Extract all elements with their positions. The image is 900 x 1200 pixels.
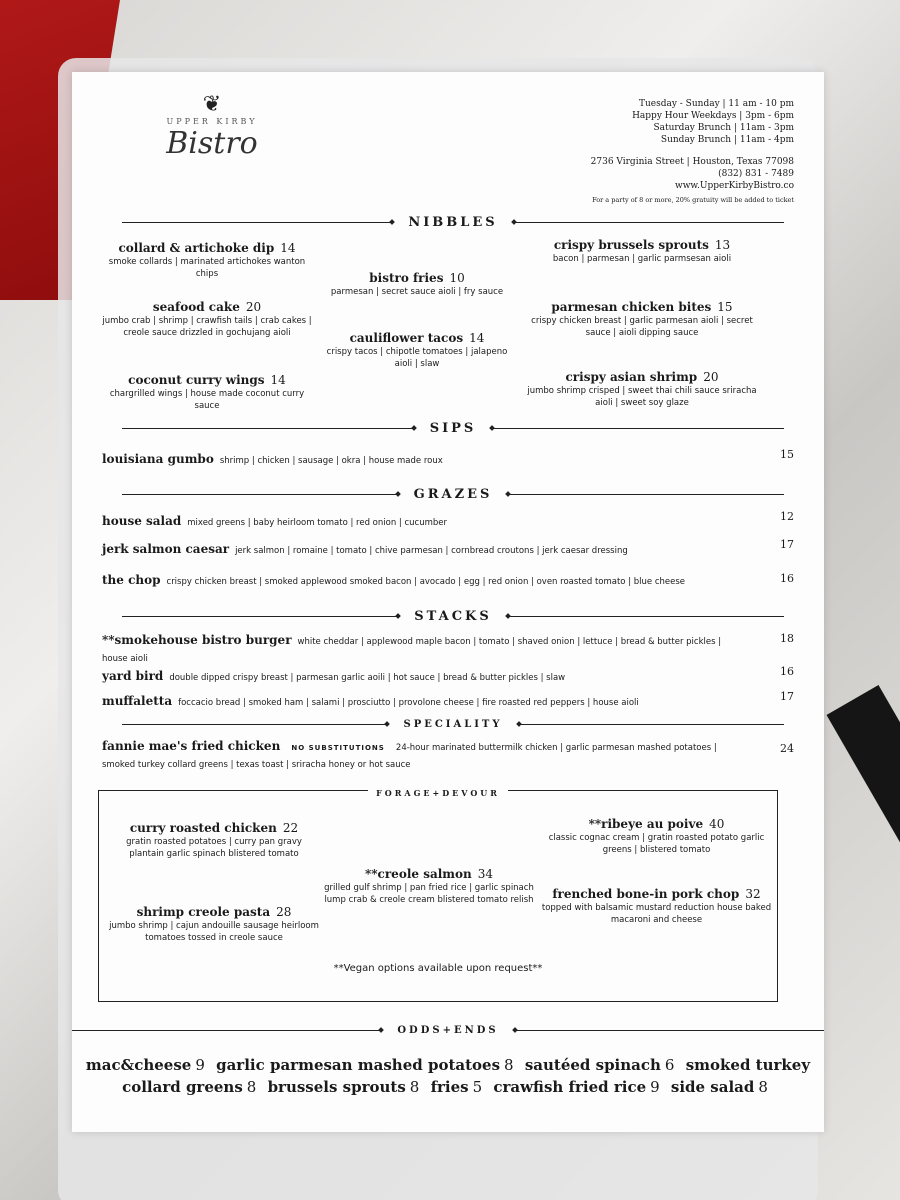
section-title: ODDS+ENDS <box>397 1024 499 1036</box>
item-price: 14 <box>270 373 286 387</box>
menu-page <box>72 72 824 1132</box>
item-desc: parmesan | secret sauce aioli | fry sauce <box>330 287 504 297</box>
item-name: **smokehouse bistro burger <box>102 633 292 647</box>
side-name: mac&cheese <box>85 1056 192 1074</box>
item-name: cauliflower tacos <box>349 331 464 345</box>
hours-line: Saturday Brunch | 11am - 3pm <box>653 123 794 133</box>
item-name: seafood cake <box>152 300 240 314</box>
menu-row <box>102 690 794 709</box>
logo-top-text: UPPER KIRBY <box>166 117 258 126</box>
stacks-heading <box>122 606 784 626</box>
menu-row <box>102 665 794 684</box>
item-name: **ribeye au poive <box>588 817 704 831</box>
item-desc: crispy tacos | chipotle tomatoes | jalapeno aioli | slaw <box>326 347 508 369</box>
item-desc: foccacio bread | smoked ham | salami | prosciutto | provolone cheese | fire roasted red peppers | house aioli <box>178 698 639 708</box>
side-name: garlic parmesan mashed potatoes <box>216 1056 501 1074</box>
forage-devour-box <box>98 790 778 1002</box>
menu-item <box>322 267 512 298</box>
item-price: 12 <box>780 510 794 523</box>
side-name: smoked turkey collard greens <box>122 1056 811 1096</box>
item-name: house salad <box>102 514 182 528</box>
item-desc: crispy chicken breast | garlic parmesan aioli | secret sauce | aioli dipping sauce <box>531 316 753 338</box>
item-name: curry roasted chicken <box>129 821 277 835</box>
item-name: collard & artichoke dip <box>118 241 275 255</box>
item-price: 24 <box>780 742 794 755</box>
item-desc: bacon | parmesan | garlic parmsesan aioli <box>552 254 732 264</box>
menu-item <box>322 327 512 370</box>
menu-item <box>324 863 534 906</box>
item-name: louisiana gumbo <box>102 452 214 466</box>
section-title: SPECIALITY <box>403 718 503 730</box>
odds-heading <box>72 1020 824 1040</box>
menu-item <box>544 813 769 856</box>
item-desc: white cheddar | applewood maple bacon | tomato | shaved onion | lettuce | bread & butter pickles | house aioli <box>102 637 722 664</box>
item-note: NO SUBSTITUTIONS <box>291 744 385 752</box>
item-desc: jerk salmon | romaine | tomato | chive parmesan | cornbread croutons | jerk caesar dressing <box>235 546 628 556</box>
hours-block <box>524 98 794 206</box>
item-price: 17 <box>780 690 794 703</box>
side-name: sautéed spinach <box>524 1056 661 1074</box>
item-name: bistro fries <box>369 271 444 285</box>
menu-row <box>102 632 794 666</box>
item-price: 17 <box>780 538 794 551</box>
section-title: SIPS <box>429 420 477 436</box>
item-desc: smoke collards | marinated artichokes wanton chips <box>108 257 306 279</box>
item-desc: jumbo shrimp crisped | sweet thai chili sauce sriracha aioli | sweet soy glaze <box>527 386 757 408</box>
item-name: parmesan chicken bites <box>551 300 712 314</box>
gratuity-note: For a party of 8 or more, 20% gratuity will be added to ticket <box>592 196 794 204</box>
nibbles-heading <box>122 212 784 232</box>
item-name: crispy brussels sprouts <box>553 238 709 252</box>
menu-row <box>102 448 794 467</box>
menu-item <box>109 901 319 944</box>
item-price: 13 <box>714 238 731 252</box>
item-desc: jumbo crab | shrimp | crawfish tails | crab cakes | creole sauce drizzled in gochujang aioli <box>102 316 312 338</box>
hours-line: Tuesday - Sunday | 11 am - 10 pm <box>638 99 794 109</box>
menu-item <box>102 369 312 412</box>
item-name: shrimp creole pasta <box>136 905 271 919</box>
item-name: **creole salmon <box>365 867 472 881</box>
item-price: 40 <box>709 817 725 831</box>
section-title: GRAZES <box>413 486 493 502</box>
item-price: 18 <box>780 632 794 645</box>
item-price: 10 <box>449 271 465 285</box>
item-name: coconut curry wings <box>128 373 265 387</box>
sips-heading <box>122 418 784 438</box>
grazes-heading <box>122 484 784 504</box>
menu-row <box>102 510 794 529</box>
item-price: 16 <box>780 665 794 678</box>
website: www.UpperKirbyBistro.co <box>675 181 794 191</box>
menu-item <box>102 237 312 280</box>
side-price: 8 <box>409 1078 420 1096</box>
item-desc: jumbo shrimp | cajun andouille sausage heirloom tomatoes tossed in creole sauce <box>109 921 319 943</box>
menu-row <box>102 738 794 772</box>
menu-item <box>109 817 319 860</box>
bistro-logo <box>142 92 282 202</box>
menu-item <box>539 883 774 926</box>
item-name: muffaletta <box>102 694 173 708</box>
item-desc: shrimp | chicken | sausage | okra | house made roux <box>219 456 443 466</box>
item-desc: topped with balsamic mustard reduction house baked macaroni and cheese <box>541 903 772 925</box>
side-price: 5 <box>472 1078 483 1096</box>
vegan-note: **Vegan options available upon request** <box>333 963 543 974</box>
black-card <box>827 685 900 845</box>
item-price: 22 <box>282 821 299 835</box>
menu-item <box>102 296 312 339</box>
item-name: fannie mae's fried chicken <box>102 739 281 753</box>
item-desc: 24-hour marinated buttermilk chicken | garlic parmesan mashed potatoes | smoked turkey collard greens | texas toast | sriracha honey or hot sauce <box>102 743 717 770</box>
menu-item <box>522 296 762 339</box>
section-title: STACKS <box>414 608 492 624</box>
item-name: crispy asian shrimp <box>565 370 698 384</box>
item-desc: double dipped crispy breast | parmesan garlic aoili | hot sauce | bread & butter pickles | slaw <box>169 673 566 683</box>
side-price: 8 <box>758 1078 768 1096</box>
menu-item <box>522 234 762 265</box>
side-price: 9 <box>195 1056 205 1074</box>
side-name: side salad <box>670 1078 755 1096</box>
section-title: FORAGE+DEVOUR <box>368 788 508 798</box>
item-price: 20 <box>703 370 719 384</box>
item-name: the chop <box>102 573 161 587</box>
item-price: 20 <box>245 300 262 314</box>
item-price: 16 <box>780 572 794 585</box>
menu-row <box>102 538 794 557</box>
item-name: frenched bone-in pork chop <box>552 887 740 901</box>
odds-list <box>82 1054 814 1098</box>
side-name: brussels sprouts <box>267 1078 406 1096</box>
side-price: 8 <box>246 1078 257 1096</box>
side-price: 8 <box>504 1056 514 1074</box>
side-name: fries <box>430 1078 469 1096</box>
item-price: 28 <box>276 905 292 919</box>
logo-script-text: Bistro <box>166 126 258 161</box>
item-price: 14 <box>469 331 485 345</box>
item-name: yard bird <box>102 669 164 683</box>
speciality-heading <box>122 714 784 734</box>
item-price: 15 <box>780 448 794 461</box>
laurel-icon: ❦ <box>202 92 222 117</box>
menu-row <box>102 568 794 593</box>
section-title: NIBBLES <box>408 214 498 230</box>
item-desc: gratin roasted potatoes | curry pan gravy plantain garlic spinach blistered tomato <box>126 837 302 859</box>
forage-heading <box>99 781 777 800</box>
phone: (832) 831 - 7489 <box>718 169 794 179</box>
hours-line: Sunday Brunch | 11am - 4pm <box>660 135 794 145</box>
side-price: 6 <box>664 1056 675 1074</box>
hours-line: Happy Hour Weekdays | 3pm - 6pm <box>632 111 794 121</box>
item-desc: crispy chicken breast | smoked applewood smoked bacon | avocado | egg | red onion | oven roasted tomato | blue cheese <box>166 577 686 587</box>
item-price: 14 <box>280 241 296 255</box>
item-name: jerk salmon caesar <box>102 542 230 556</box>
item-price: 32 <box>745 887 761 901</box>
item-price: 15 <box>717 300 733 314</box>
item-desc: classic cognac cream | gratin roasted potato garlic greens | blistered tomato <box>548 833 765 855</box>
menu-item <box>522 366 762 409</box>
address: 2736 Virginia Street | Houston, Texas 77098 <box>590 157 794 167</box>
item-desc: chargrilled wings | house made coconut curry sauce <box>109 389 305 411</box>
side-name: crawfish fried rice <box>493 1078 647 1096</box>
side-price: 9 <box>650 1078 660 1096</box>
item-price: 34 <box>477 867 493 881</box>
item-desc: mixed greens | baby heirloom tomato | red onion | cucumber <box>187 518 447 528</box>
item-desc: grilled gulf shrimp | pan fried rice | garlic spinach lump crab & creole cream blistered tomato relish <box>324 883 534 905</box>
